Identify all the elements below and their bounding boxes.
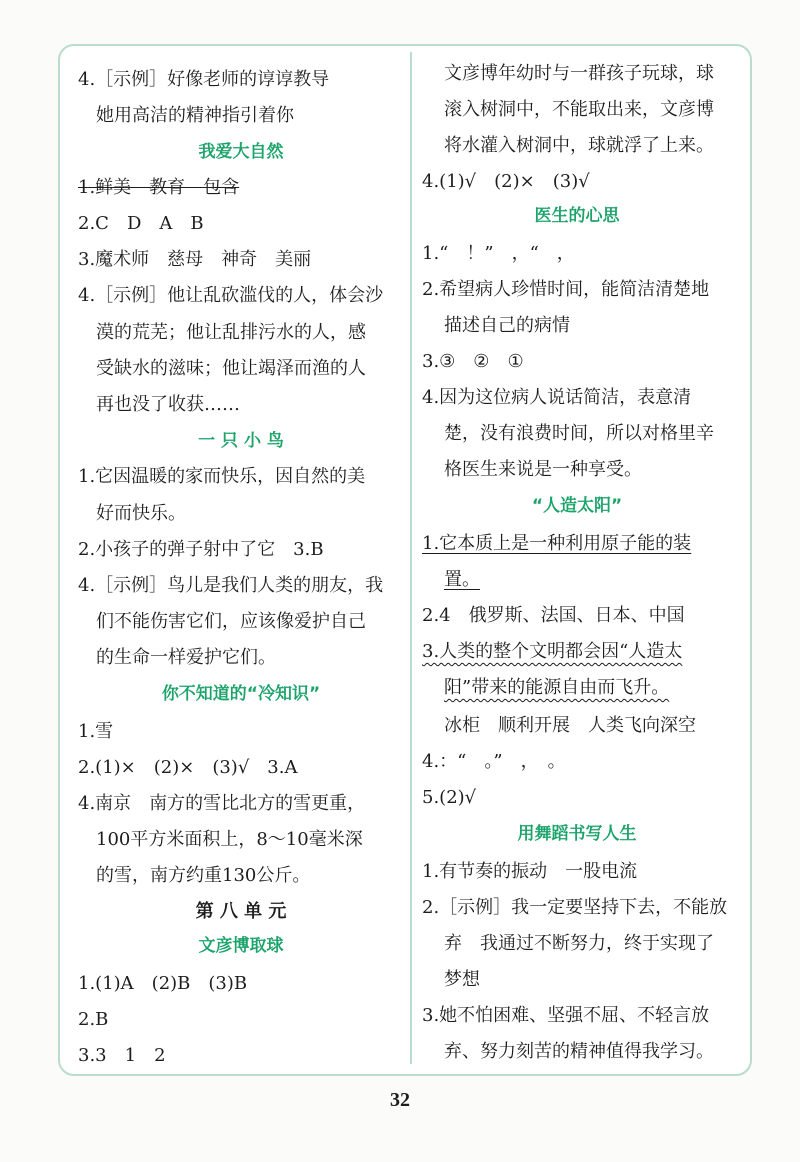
answer-line: 1.它因温暖的家而快乐，因自然的美 bbox=[78, 466, 366, 487]
answer-line: 受缺水的滋味；他让竭泽而渔的人 bbox=[96, 358, 366, 379]
answer-line: 4.(1)√ (2)× (3)√ bbox=[422, 171, 590, 192]
answer-line: 2.［示例］我一定要坚持下去，不能放 bbox=[422, 897, 728, 918]
answer-line: 漠的荒芜；他让乱排污水的人，感 bbox=[96, 322, 366, 343]
answer-line: 1.有节奏的振动 一股电流 bbox=[422, 861, 638, 882]
answer-line: 3.她不怕困难、坚强不屈、不轻言放 bbox=[422, 1005, 710, 1026]
answer-line: 4.［示例］他让乱砍滥伐的人，体会沙 bbox=[78, 285, 384, 306]
answer-line: 2.4 俄罗斯、法国、日本、中国 bbox=[422, 605, 685, 626]
answer-line: 1.“ ！” ，“ ， bbox=[422, 243, 575, 264]
section-title: 医生的心思 bbox=[534, 206, 620, 226]
section-title: 我爱大自然 bbox=[198, 142, 284, 162]
answer-line: 格医生来说是一种享受。 bbox=[444, 459, 642, 480]
answer-line: 5.(2)√ bbox=[422, 787, 477, 808]
section-title: “人造太阳” bbox=[531, 496, 623, 516]
answer-line: 2.(1)× (2)× (3)√ 3.A bbox=[78, 757, 298, 778]
answer-line: 1.它本质上是一种利用原子能的装 bbox=[422, 533, 692, 554]
answer-line: 将水灌入树洞中，球就浮了上来。 bbox=[444, 135, 714, 156]
column-divider bbox=[410, 52, 412, 1064]
page-number: 32 bbox=[390, 1089, 410, 1111]
answer-line: 4.南京 南方的雪比北方的雪更重， bbox=[78, 793, 366, 814]
answer-line: 1.(1)A (2)B (3)B bbox=[78, 973, 248, 994]
answer-line: 4.：“ 。” ， 。 bbox=[422, 751, 566, 772]
answer-line: 她用高洁的精神指引着你 bbox=[96, 105, 294, 126]
answer-line: 100平方米面积上，8～10毫米深 bbox=[96, 829, 363, 850]
answer-line: 描述自己的病情 bbox=[444, 315, 570, 336]
section-title: 文彦博取球 bbox=[198, 936, 284, 956]
section-title: 你不知道的“冷知识” bbox=[161, 684, 321, 704]
answer-line: 3.魔术师 慈母 神奇 美丽 bbox=[78, 249, 312, 270]
answer-line: 文彦博年幼时与一群孩子玩球，球 bbox=[444, 63, 714, 84]
answer-line: 1.鲜美 教育 包含 bbox=[78, 177, 240, 198]
answer-line: 冰柜 顺利开展 人类飞向深空 bbox=[444, 715, 696, 736]
answer-line: 4.［示例］好像老师的谆谆教导 bbox=[78, 69, 330, 90]
answer-line: 弃、努力刻苦的精神值得我学习。 bbox=[444, 1041, 714, 1062]
answer-line: 阳”带来的能源自由而飞升。 bbox=[444, 677, 670, 698]
answer-line: 2.小孩子的弹子射中了它 3.B bbox=[78, 539, 324, 560]
answer-line: 1.雪 bbox=[78, 721, 114, 742]
answer-line: 滚入树洞中，不能取出来，文彦博 bbox=[444, 99, 714, 120]
answer-line: 2.C D A B bbox=[78, 213, 204, 234]
answer-line: 的生命一样爱护它们。 bbox=[96, 647, 276, 668]
answer-line: 4.因为这位病人说话简洁，表意清 bbox=[422, 387, 692, 408]
unit-title: 第 八 单 元 bbox=[195, 901, 287, 922]
answer-line: 弃 我通过不断努力，终于实现了 bbox=[444, 933, 714, 954]
section-title: 用舞蹈书写人生 bbox=[517, 824, 637, 844]
section-title: 一 只 小 鸟 bbox=[198, 431, 284, 451]
answer-line: 梦想 bbox=[444, 969, 480, 990]
answer-line: 4.［示例］鸟儿是我们人类的朋友，我 bbox=[78, 575, 384, 596]
answer-line: 3.③ ② ① bbox=[422, 351, 524, 372]
answer-line: 再也没了收获…… bbox=[96, 394, 240, 415]
answer-line: 3.人类的整个文明都会因“人造太 bbox=[422, 641, 683, 662]
answer-line: 好而快乐。 bbox=[96, 503, 186, 524]
answer-line: 们不能伤害它们，应该像爱护自己 bbox=[96, 611, 366, 632]
answer-line: 2.希望病人珍惜时间，能简洁清楚地 bbox=[422, 279, 710, 300]
answer-line: 置。 bbox=[444, 569, 480, 590]
answer-line: 3.3 1 2 bbox=[78, 1045, 166, 1066]
answer-line: 2.B bbox=[78, 1009, 109, 1030]
answer-line: 楚，没有浪费时间，所以对格里辛 bbox=[444, 423, 714, 444]
answer-line: 的雪，南方约重130公斤。 bbox=[96, 865, 311, 886]
